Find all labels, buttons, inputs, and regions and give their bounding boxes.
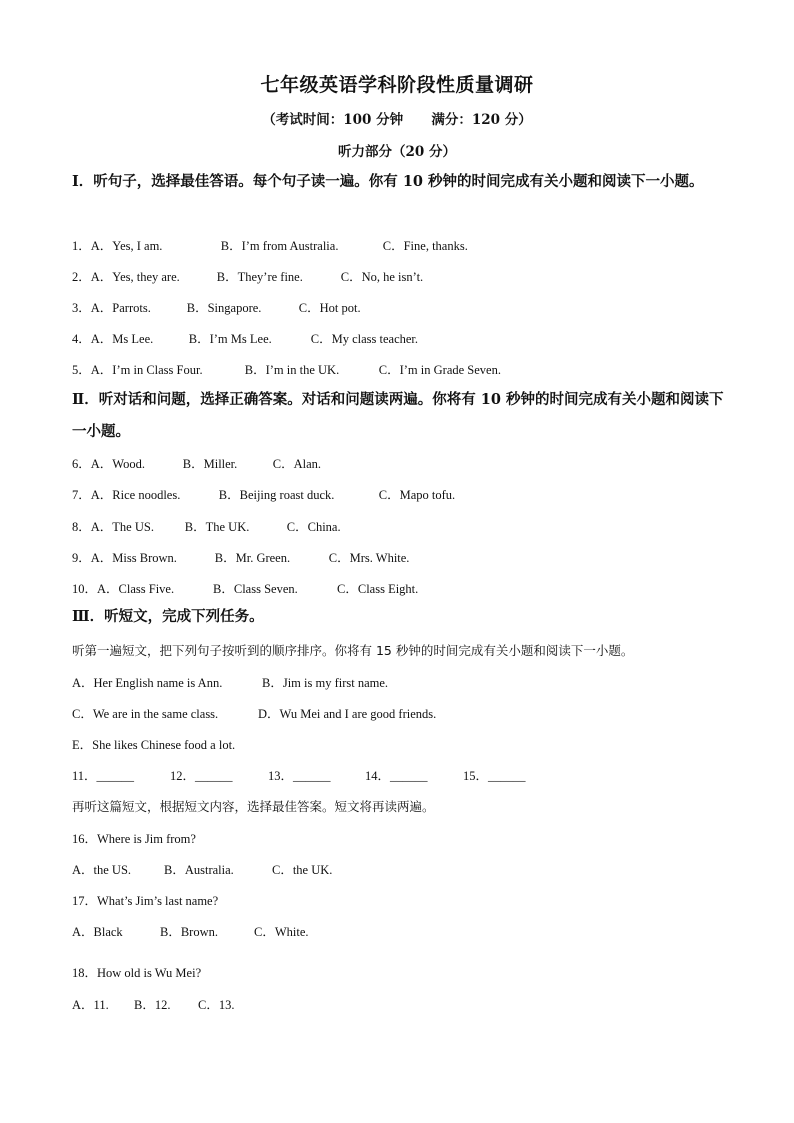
option-a: A．I’m in Class Four.	[90, 363, 203, 377]
option-c: C．White.	[254, 925, 309, 939]
option-b: B．I’m from Australia.	[220, 239, 339, 253]
exam-info: （考试时间：100 分钟 满分：120 分）	[262, 112, 532, 128]
option-a: A．Wood.	[90, 457, 145, 471]
sentence-e: E．She likes Chinese food a lot.	[72, 738, 236, 752]
option-c: C．No, he isn’t.	[340, 270, 424, 284]
question-8	[72, 517, 341, 535]
question-9	[72, 548, 409, 566]
option-b: B．I’m Ms Lee.	[188, 332, 272, 346]
question-16-options	[72, 860, 332, 878]
option-b: B．Class Seven.	[213, 582, 298, 596]
option-a: A．Ms Lee.	[90, 332, 154, 346]
blank-11[interactable]: 11．______	[72, 769, 135, 783]
question-number: 8．	[72, 520, 91, 534]
page-title: 七年级英语学科阶段性质量调研	[260, 74, 534, 96]
question-5	[72, 360, 501, 378]
sentence-b: B．Jim is my first name.	[262, 676, 389, 690]
question-number: 4．	[72, 332, 91, 346]
sentence-row	[72, 704, 436, 722]
option-b: B．Brown.	[160, 925, 218, 939]
question-number: 6．	[72, 457, 91, 471]
question-2	[72, 267, 423, 285]
question-1	[72, 236, 468, 254]
question-17-options	[72, 922, 309, 940]
option-a: A．Parrots.	[90, 301, 151, 315]
option-c: C．My class teacher.	[310, 332, 419, 346]
question-18-options	[72, 995, 234, 1013]
section-2-heading: Ⅱ．听对话和问题，选择正确答案。对话和问题读两遍。你将有 10 秒钟的时间完成有关小题和阅读下一小题。	[72, 391, 724, 440]
question-number: 1．	[72, 239, 91, 253]
sentence-row	[72, 673, 388, 691]
option-a: A．11.	[72, 998, 109, 1012]
option-b: B．Miller.	[182, 457, 238, 471]
question-18-text: 18．How old is Wu Mei?	[72, 966, 202, 980]
option-b: B．The UK.	[184, 520, 250, 534]
option-a: A．Yes, I am.	[90, 239, 163, 253]
question-number: 5．	[72, 363, 91, 377]
question-number: 2．	[72, 270, 91, 284]
blank-12[interactable]: 12．______	[170, 769, 233, 783]
option-c: C．Fine, thanks.	[382, 239, 468, 253]
section-3-heading: Ⅲ．听短文，完成下列任务。	[72, 608, 264, 625]
option-c: C．I’m in Grade Seven.	[378, 363, 501, 377]
question-6	[72, 454, 321, 472]
listening-part-heading: 听力部分（20 分）	[338, 144, 456, 160]
question-4	[72, 329, 418, 347]
question-number: 9．	[72, 551, 91, 565]
blank-15[interactable]: 15．______	[463, 769, 526, 783]
blank-13[interactable]: 13．______	[268, 769, 331, 783]
option-c: C．Hot pot.	[298, 301, 361, 315]
instruction-first-listening: 听第一遍短文，把下列句子按听到的顺序排序。你将有 15 秒钟的时间完成有关小题和阅读下一小题。	[72, 643, 634, 658]
question-10	[72, 579, 418, 597]
option-c: C．Mrs. White.	[328, 551, 410, 565]
option-a: A．The US.	[90, 520, 154, 534]
option-b: B．They’re fine.	[216, 270, 303, 284]
option-c: C．the UK.	[272, 863, 333, 877]
answer-blanks	[72, 766, 526, 784]
option-b: B．Mr. Green.	[214, 551, 291, 565]
option-b: B．Australia.	[164, 863, 234, 877]
option-c: C．China.	[286, 520, 341, 534]
sentence-d: D．Wu Mei and I are good friends.	[258, 707, 437, 721]
option-a: A．Class Five.	[97, 582, 175, 596]
question-7	[72, 485, 455, 503]
option-b: B．Beijing roast duck.	[218, 488, 335, 502]
question-3	[72, 298, 361, 316]
option-a: A．Rice noodles.	[90, 488, 181, 502]
option-c: C．13.	[198, 998, 235, 1012]
question-16-text: 16．Where is Jim from?	[72, 832, 196, 846]
option-c: C．Class Eight.	[337, 582, 419, 596]
option-a: A．the US.	[72, 863, 132, 877]
option-a: A．Miss Brown.	[90, 551, 177, 565]
blank-14[interactable]: 14．______	[365, 769, 428, 783]
option-b: B．12.	[134, 998, 171, 1012]
option-b: B．Singapore.	[186, 301, 262, 315]
option-c: C．Alan.	[272, 457, 322, 471]
question-number: 10．	[72, 582, 98, 596]
option-c: C．Mapo tofu.	[378, 488, 456, 502]
option-b: B．I’m in the UK.	[244, 363, 340, 377]
sentence-row	[72, 735, 235, 753]
option-a: A．Black	[72, 925, 123, 939]
question-number: 7．	[72, 488, 91, 502]
question-number: 3．	[72, 301, 91, 315]
section-1-heading: Ⅰ．听句子，选择最佳答语。每个句子读一遍。你有 10 秒钟的时间完成有关小题和阅读下一小题。	[72, 173, 704, 190]
option-a: A．Yes, they are.	[90, 270, 180, 284]
question-17-text: 17．What’s Jim’s last name?	[72, 894, 219, 908]
instruction-second-listening: 再听这篇短文，根据短文内容，选择最佳答案。短文将再读两遍。	[72, 799, 435, 814]
sentence-a: A．Her English name is Ann.	[72, 676, 223, 690]
sentence-c: C．We are in the same class.	[72, 707, 219, 721]
